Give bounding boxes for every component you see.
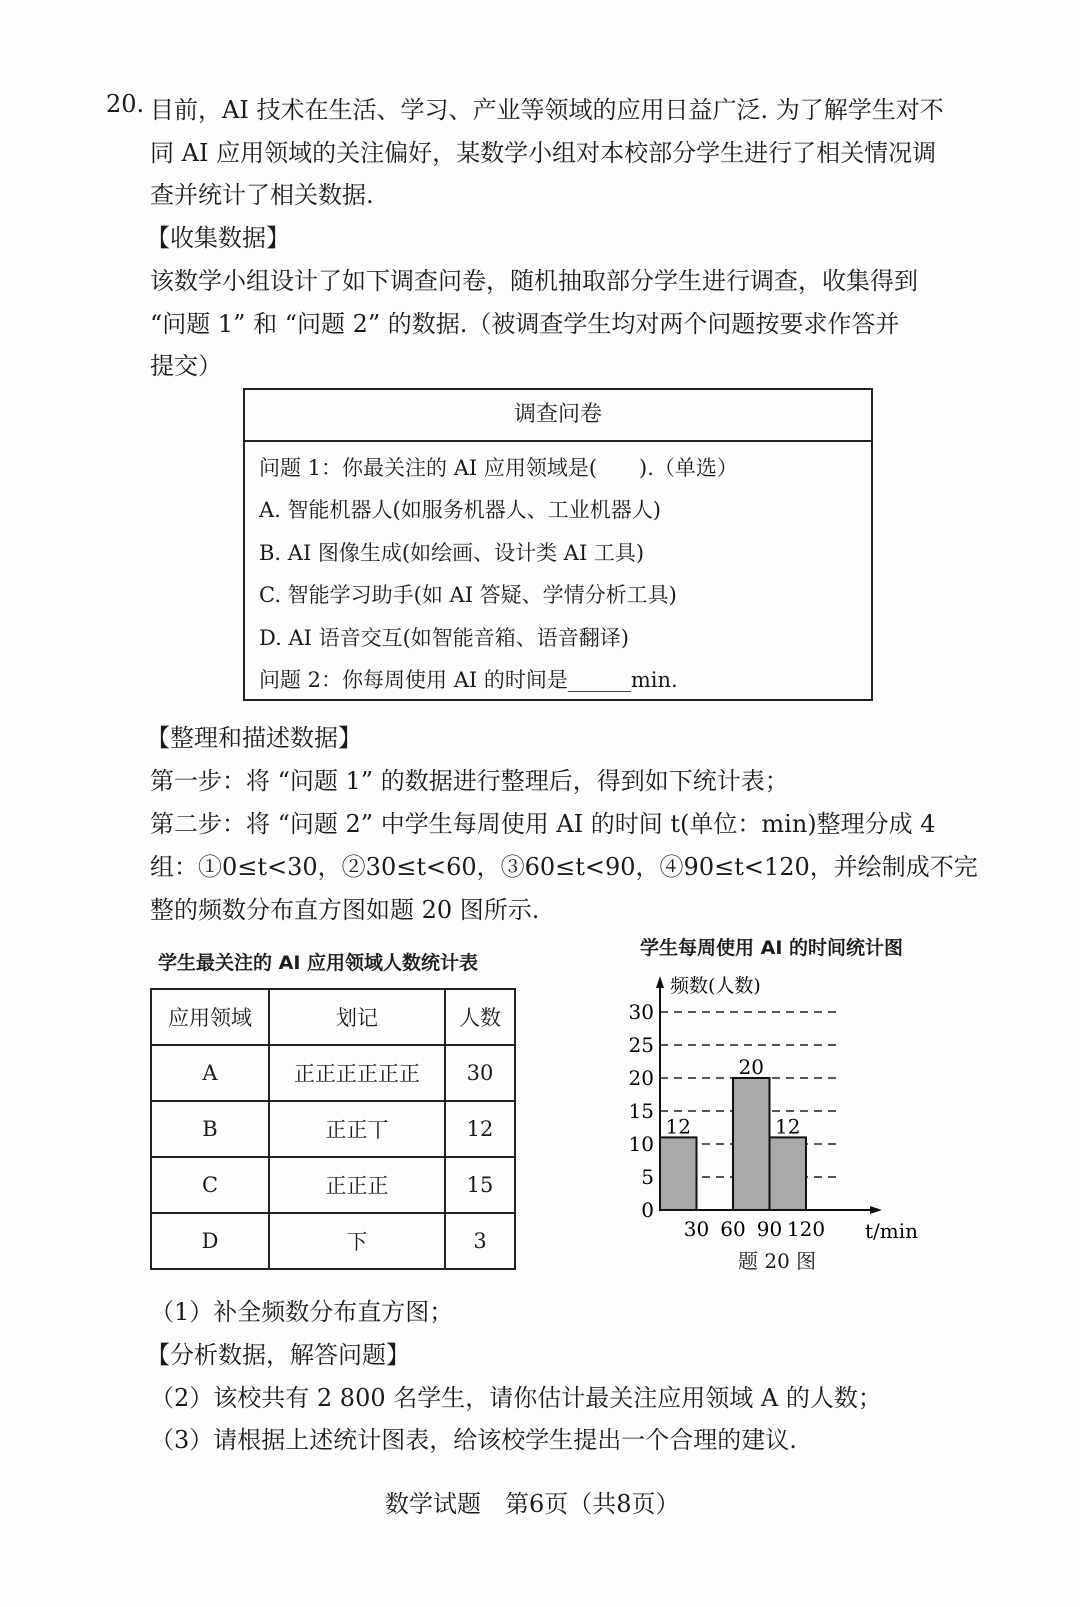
y-axis-arrow-icon xyxy=(656,976,664,988)
survey-line: B. AI 图像生成(如绘画、设计类 AI 工具) xyxy=(259,541,645,565)
y-tick-label: 20 xyxy=(628,1066,654,1090)
x-axis-arrow-icon xyxy=(870,1206,882,1214)
cell-count: 3 xyxy=(445,1213,515,1269)
table-header-row xyxy=(151,989,515,1045)
sub-question-1: （1）补全频数分布直方图； xyxy=(150,1298,454,1326)
y-tick-label: 0 xyxy=(641,1198,654,1222)
table-row xyxy=(151,1213,515,1269)
intro-line: 同 AI 应用领域的关注偏好，某数学小组对本校部分学生进行了相关情况调 xyxy=(150,139,937,167)
cell-field: A xyxy=(151,1045,269,1101)
cell-tally: 下 xyxy=(269,1213,445,1269)
histogram xyxy=(620,960,930,1250)
y-tick-label: 30 xyxy=(628,1000,654,1024)
cell-tally: 正正正 xyxy=(269,1157,445,1213)
intro-line: 目前，AI 技术在生活、学习、产业等领域的应用日益广泛. 为了解学生对不 xyxy=(150,96,944,124)
question-number: 20. xyxy=(106,90,145,118)
survey-line: D. AI 语音交互(如智能音箱、语音翻译) xyxy=(259,626,629,650)
organize-line: 第一步：将 “问题 1” 的数据进行整理后，得到如下统计表； xyxy=(150,767,789,795)
survey-title: 调查问卷 xyxy=(245,390,871,442)
y-axis-label: 频数(人数) xyxy=(670,975,761,997)
cell-count: 30 xyxy=(445,1045,515,1101)
y-tick-label: 25 xyxy=(628,1033,654,1057)
x-tick-label: 30 xyxy=(683,1217,710,1241)
analyze-heading: 【分析数据，解答问题】 xyxy=(146,1341,410,1369)
cell-tally: 正正丅 xyxy=(269,1101,445,1157)
organize-heading: 【整理和描述数据】 xyxy=(146,724,362,752)
histogram-bar xyxy=(660,1137,697,1210)
collect-line: 提交） xyxy=(150,352,222,380)
sub-question-3: （3）请根据上述统计图表，给该校学生提出一个合理的建议. xyxy=(150,1426,797,1454)
cell-field: B xyxy=(151,1101,269,1157)
y-tick-label: 5 xyxy=(641,1165,654,1189)
bar-value-label: 12 xyxy=(665,1114,691,1139)
bar-value-label: 20 xyxy=(738,1055,764,1079)
y-tick-label: 15 xyxy=(628,1099,654,1123)
y-tick-label: 10 xyxy=(628,1132,654,1156)
survey-line: A. 智能机器人(如服务机器人、工业机器人) xyxy=(259,498,661,522)
organize-line: 组：①0≤t<30，②30≤t<60，③60≤t<90，④90≤t<120，并绘制成不完 xyxy=(150,853,978,881)
collect-heading: 【收集数据】 xyxy=(146,224,290,252)
x-tick-label: 90 xyxy=(756,1217,783,1241)
survey-box xyxy=(243,388,873,701)
organize-line: 整的频数分布直方图如题 20 图所示. xyxy=(150,896,540,924)
cell-count: 12 xyxy=(445,1101,515,1157)
page-footer: 数学试题 第6页（共8页） xyxy=(385,1490,680,1518)
cell-field: D xyxy=(151,1213,269,1269)
cell-count: 15 xyxy=(445,1157,515,1213)
table-header: 应用领域 xyxy=(151,989,269,1045)
stats-table xyxy=(150,988,516,1270)
histogram-bar xyxy=(733,1078,770,1210)
bar-value-label: 12 xyxy=(775,1114,801,1139)
x-axis-label: t/min xyxy=(865,1219,919,1243)
table-header: 人数 xyxy=(445,989,515,1045)
organize-line: 第二步：将 “问题 2” 中学生每周使用 AI 的时间 t(单位：min)整理分成 4 xyxy=(150,810,936,838)
survey-line: 问题 2：你每周使用 AI 的时间是______min. xyxy=(259,668,678,692)
table-header: 划记 xyxy=(269,989,445,1045)
table-title: 学生最关注的 AI 应用领域人数统计表 xyxy=(158,952,479,974)
collect-line: 该数学小组设计了如下调查问卷，随机抽取部分学生进行调查，收集得到 xyxy=(150,267,918,295)
figure-caption: 题 20 图 xyxy=(738,1249,817,1273)
cell-field: C xyxy=(151,1157,269,1213)
survey-line: C. 智能学习助手(如 AI 答疑、学情分析工具) xyxy=(259,583,677,607)
table-row xyxy=(151,1045,515,1101)
histogram-bar xyxy=(770,1137,807,1210)
collect-line: “问题 1” 和 “问题 2” 的数据.（被调查学生均对两个问题按要求作答并 xyxy=(150,310,900,338)
table-row xyxy=(151,1157,515,1213)
x-tick-label: 120 xyxy=(786,1217,826,1241)
intro-line: 查并统计了相关数据. xyxy=(150,181,374,209)
chart-title: 学生每周使用 AI 的时间统计图 xyxy=(640,937,904,959)
survey-line: 问题 1：你最关注的 AI 应用领域是( ).（单选） xyxy=(259,456,738,480)
x-tick-label: 60 xyxy=(720,1217,746,1241)
cell-tally: 正正正正正正 xyxy=(269,1045,445,1101)
sub-question-2: （2）该校共有 2 800 名学生，请你估计最关注应用领域 A 的人数； xyxy=(150,1384,882,1412)
table-row xyxy=(151,1101,515,1157)
